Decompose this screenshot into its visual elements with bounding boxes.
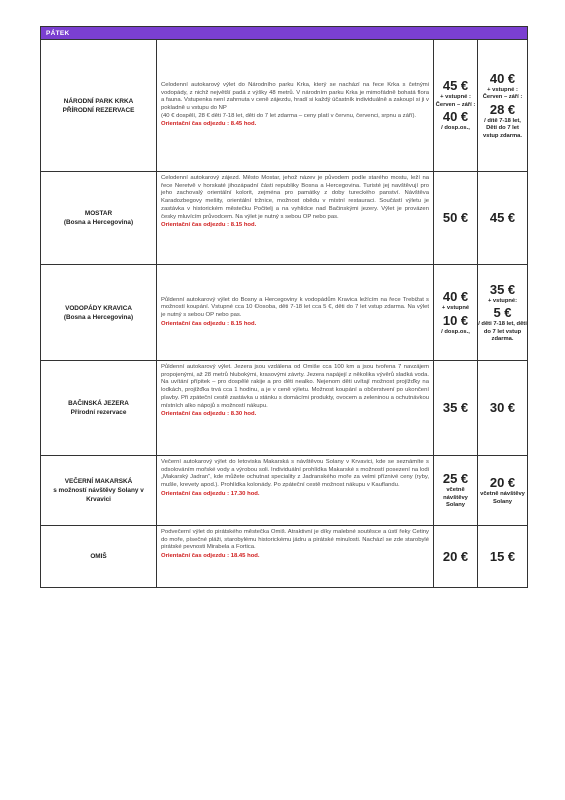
trip-description: Celodenní autokarový výlet do Národního parku Krka, který se nachází na řece Krka s četnými vodopády, z nichž největší padá z výšky 48 metrů. V národním parku Krka je mimořádně bohatá flora a fauna. Vstupenka není zahrnuta v ceně zájezdu, hradí si každý účastník individuálně a zakoupí si ji v pokladně u vstupu do NP bbox=[161, 81, 429, 111]
entry-price: 10 € bbox=[442, 312, 469, 328]
departure-time: Orientační čas odjezdu : 8.30 hod. bbox=[161, 411, 257, 418]
trip-subtitle: (Bosna a Hercegovina) bbox=[63, 219, 134, 226]
price-note: včetně návštěvy Solany bbox=[443, 487, 468, 509]
price-child: 15 € bbox=[489, 548, 516, 564]
trip-name-cell bbox=[41, 526, 157, 588]
trip-description: Večerní autokarový výlet do letoviska Makarská s návštěvou Solany v Krvavici, kde se seznámíte s odsolováním mořské vody a výrobou soli. Individuální prohlídka Makarské s možností posezení na lodi „Makarský Jadran“, kde můžete ochutnat speciality z Jadranského moře za velmi příznivé ceny (ryby, mušle, krevety apod.). Prohlídka kolonády. Po zpáteční cestě možnost nákupu v Kauflandu. bbox=[161, 459, 429, 489]
entry-price: 28 € bbox=[489, 101, 516, 117]
entry-note: / dosp.os., bbox=[441, 125, 470, 132]
price-child-cell bbox=[478, 265, 528, 361]
entry-note: / dítě 7-18 let, Děti do 7 let vstup zdarma. bbox=[483, 117, 522, 139]
price-adult: 25 € bbox=[442, 471, 469, 487]
trip-description: Celodenní autokarový zájezd. Město Mostar, jehož název je původem podle starého mostu, leží na řece Neretvě v horskaté jihozápadní části republiky Bosna a Hercegovina. Turisté jej navštěvují pro jeho zachovalý orientální kolorit, zejména pro památky z doby tureckého panství. Návštěva Karadozbegovy mešity, orientální tržnice, možnost obědu v místní restauraci. Součástí výletu je zastávka v historickém městečku Počitelj a na vyhlídce nad Bačinskými jezery. Výlet je provázen česky mluvícím průvodcem. Na výlet je nutný s sebou OP nebo pas. bbox=[161, 175, 429, 220]
table-row bbox=[41, 172, 528, 265]
price-child: 35 € bbox=[489, 281, 516, 297]
trip-description-cell bbox=[157, 361, 434, 456]
excursion-table bbox=[40, 26, 528, 588]
price-child-cell bbox=[478, 456, 528, 526]
price-child-cell bbox=[478, 526, 528, 588]
trip-description: Podvečerní výlet do pirátského městečka Omiš. Atraktivní je díky malebné soutěsce a ústí řeky Cetiny do moře, písečné pláži, starobylému historickému jádru a pirátské minulosti. Nachází se zde starobylé pirátské pevnosti Mirabela a Fortica. bbox=[161, 529, 429, 551]
price-child-cell bbox=[478, 172, 528, 265]
price-adult: 45 € bbox=[442, 78, 469, 94]
trip-description-cell bbox=[157, 172, 434, 265]
trip-subtitle: PŘÍRODNÍ REZERVACE bbox=[62, 106, 135, 114]
entry-price: 40 € bbox=[442, 109, 469, 125]
trip-description-extra: (40 € dospělí, 28 € děti 7-18 let, děti do 7 let zdarma – ceny platí v červnu, červenci, srpnu a září). bbox=[161, 112, 417, 119]
price-adult-cell bbox=[434, 265, 478, 361]
entry-price: 5 € bbox=[493, 305, 512, 320]
trip-name: MOSTAR bbox=[84, 210, 113, 217]
price-adult-cell bbox=[434, 361, 478, 456]
price-note: + vstupné : Červen – září : bbox=[482, 86, 523, 101]
price-adult-cell bbox=[434, 172, 478, 265]
price-adult-cell bbox=[434, 40, 478, 172]
table-row bbox=[41, 456, 528, 526]
trip-name-cell bbox=[41, 172, 157, 265]
table-row bbox=[41, 526, 528, 588]
trip-description-cell bbox=[157, 40, 434, 172]
trip-name: VODOPÁDY KRAVICA bbox=[65, 304, 132, 312]
trip-name-cell bbox=[41, 265, 157, 361]
entry-note: / děti 7-18 let, děti do 7 let vstup zdarma. bbox=[478, 321, 527, 342]
price-child-cell bbox=[478, 361, 528, 456]
table-header-row bbox=[41, 27, 528, 40]
trip-name-cell bbox=[41, 40, 157, 172]
trip-subtitle: (Bosna a Hercegovina) bbox=[63, 313, 134, 321]
price-child: 40 € bbox=[489, 70, 516, 86]
price-adult: 20 € bbox=[442, 548, 469, 564]
departure-time: Orientační čas odjezdu : 8.15 hod. bbox=[161, 222, 257, 229]
price-adult-cell bbox=[434, 456, 478, 526]
trip-name-cell bbox=[41, 361, 157, 456]
price-child-cell bbox=[478, 40, 528, 172]
departure-time: Orientační čas odjezdu : 17.30 hod. bbox=[161, 490, 260, 497]
departure-time: Orientační čas odjezdu : 8.15 hod. bbox=[161, 320, 257, 327]
price-note: včetně návštěvy Solany bbox=[480, 491, 525, 505]
price-note: + vstupné bbox=[441, 305, 470, 311]
trip-subtitle: s možností návštěvy Solany v Krvavici bbox=[53, 487, 144, 503]
trip-description: Půldenní autokarový výlet. Jezera jsou vzdálena od Omiše cca 100 km a jsou tvořena 7 navzájem propojenými, až 28 metrů hlubokými, krasovými závrty. Jezera napájejí z několika vývěrů sladká voda. Na uvítání přípitek – pro dospělé rakije a pro děti nealko. Nejenom děti uvítají možnost projížďky na lodkách, projížďka trvá cca 1 hodinu, a je v ceně výletu. Možnost koupání a občerstvení po ukončení plavby. Při zpáteční cestě zastávka u stánku s domácími produkty, ovocem a zeleninou a ochutnávkou místních alko nápojů s možností nákupu. bbox=[161, 364, 429, 409]
departure-time: Orientační čas odjezdu : 8.45 hod. bbox=[161, 121, 257, 128]
trip-subtitle: Přírodní rezervace bbox=[70, 409, 127, 416]
price-adult: 40 € bbox=[442, 289, 469, 304]
trip-name: NÁRODNÍ PARK KRKA bbox=[63, 97, 134, 105]
trip-name: BAČINSKÁ JEZERA bbox=[68, 400, 129, 407]
trip-description-cell bbox=[157, 265, 434, 361]
trip-name: VEČERNÍ MAKARSKÁ bbox=[64, 478, 133, 485]
price-adult: 50 € bbox=[442, 210, 469, 225]
price-note: + vstupné : Červen – září : bbox=[435, 94, 476, 108]
price-child: 30 € bbox=[489, 400, 516, 415]
price-adult: 35 € bbox=[442, 400, 469, 415]
price-adult-cell bbox=[434, 526, 478, 588]
trip-name: OMIŠ bbox=[90, 553, 107, 560]
price-note: + vstupné: bbox=[487, 297, 518, 304]
day-header: PÁTEK bbox=[41, 27, 528, 40]
entry-note: / dosp.os., bbox=[441, 328, 470, 335]
trip-description-cell bbox=[157, 456, 434, 526]
price-child: 20 € bbox=[489, 475, 516, 490]
price-child: 45 € bbox=[489, 210, 516, 225]
table-row bbox=[41, 40, 528, 172]
table-row bbox=[41, 265, 528, 361]
table-row bbox=[41, 361, 528, 456]
trip-name-cell bbox=[41, 456, 157, 526]
departure-time: Orientační čas odjezdu : 18.45 hod. bbox=[161, 553, 260, 560]
trip-description-cell bbox=[157, 526, 434, 588]
trip-description: Půldenní autokarový výlet do Bosny a Hercegoviny k vodopádům Kravica ležícím na řece Trebižat s možností koupání. Vstupné cca 10 €/osoba, děti 7-18 let cca 5 €, děti do 7 let vstup zdarma. Na výlet je nutný s sebou OP nebo pas. bbox=[161, 296, 429, 318]
